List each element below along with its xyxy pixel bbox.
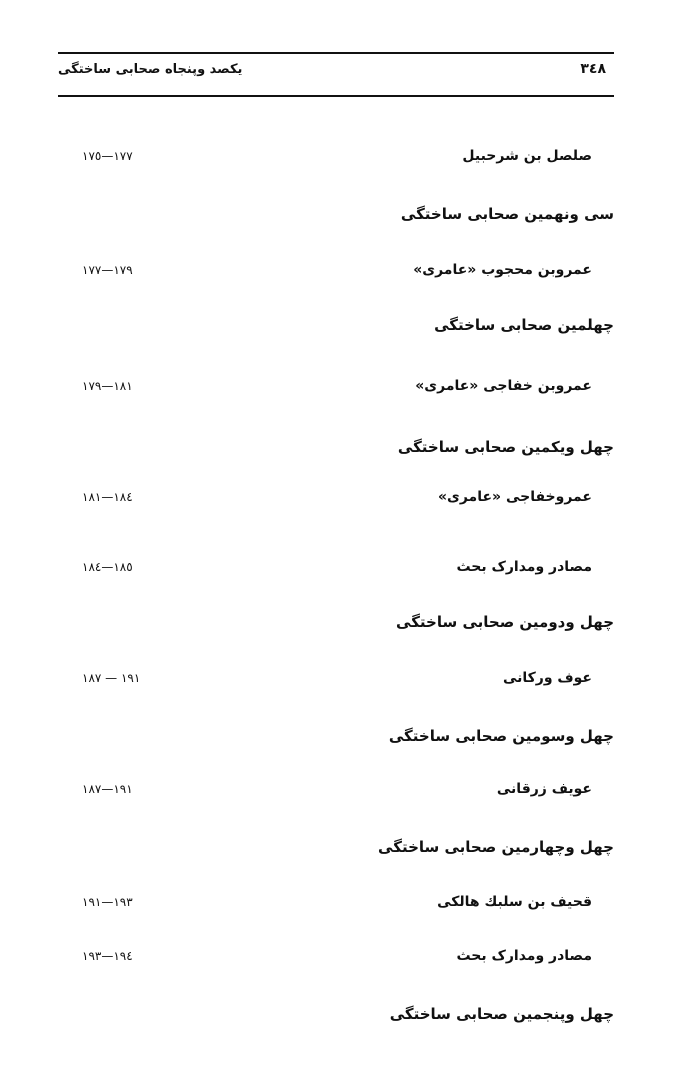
toc-row (0, 774, 700, 804)
toc-entry-title: عمروبن خفاجی «عامری» (415, 378, 592, 394)
toc-row (0, 371, 700, 401)
toc-section-heading: چهلمین صحابی ساختگی (434, 316, 614, 334)
toc-row (0, 941, 700, 971)
toc-section-heading: سی ونهمین صحابی ساختگی (400, 205, 614, 223)
toc-section-heading: چهل ودومین صحابی ساختگی (396, 613, 614, 631)
toc-section-heading: چهل وسومین صحابی ساختگی (388, 727, 614, 745)
toc-entry-title: عویف زرقانی (496, 781, 592, 797)
page-number: ۳٤۸ (580, 61, 606, 77)
toc-row (0, 999, 700, 1029)
toc-row (0, 721, 700, 751)
toc-row (0, 141, 700, 171)
toc-entry-title: مصادر ومدارک بحث (456, 559, 592, 575)
running-title: یکصد وپنجاه صحابی ساختگی (58, 62, 243, 77)
toc-section-heading: چهل وچهارمین صحابی ساختگی (378, 838, 614, 856)
toc-entry-title: عوف ورکانی (502, 670, 592, 686)
toc-row (0, 607, 700, 637)
toc-page-range: ۱۸۱—۱۷۹ (82, 379, 133, 393)
toc-page-range: ۱۹٤—۱۹۳ (82, 949, 133, 963)
toc-entry-title: قحیف بن سلبك هالکی (437, 894, 592, 910)
toc-page-range: ۱۹۱—۱۸۷ (82, 782, 133, 796)
toc-section-heading: چهل وپنجمین صحابی ساختگی (389, 1005, 614, 1023)
toc-entry-title: عمروخفاجی «عامری» (437, 489, 592, 505)
page-header (58, 52, 614, 98)
header-top-rule (58, 52, 614, 54)
toc-entry-title: صلصل بن شرحبیل (462, 148, 592, 164)
toc-page-range: ۱۷۹—۱۷۷ (82, 263, 133, 277)
toc-row (0, 310, 700, 340)
toc-page-range: ۱۸٥—۱۸٤ (82, 560, 133, 574)
toc-row (0, 432, 700, 462)
toc-row (0, 255, 700, 285)
toc-row (0, 482, 700, 512)
toc-page-range: ۱۹۱ — ۱۸۷ (82, 671, 141, 685)
header-bottom-rule (58, 95, 614, 97)
toc-row (0, 199, 700, 229)
toc-page-range: ۱۹۳—۱۹۱ (82, 895, 133, 909)
toc-row (0, 552, 700, 582)
toc-page-range: ۱۸٤—۱۸۱ (82, 490, 133, 504)
toc-section-heading: چهل ویکمین صحابی ساختگی (397, 438, 614, 456)
toc-entry-title: مصادر ومدارک بحث (456, 948, 592, 964)
toc-row (0, 887, 700, 917)
toc-row (0, 832, 700, 862)
toc-row (0, 663, 700, 693)
toc-page-range: ۱۷۷—۱۷٥ (82, 149, 133, 163)
toc-entry-title: عمروبن محجوب «عامری» (413, 262, 592, 278)
